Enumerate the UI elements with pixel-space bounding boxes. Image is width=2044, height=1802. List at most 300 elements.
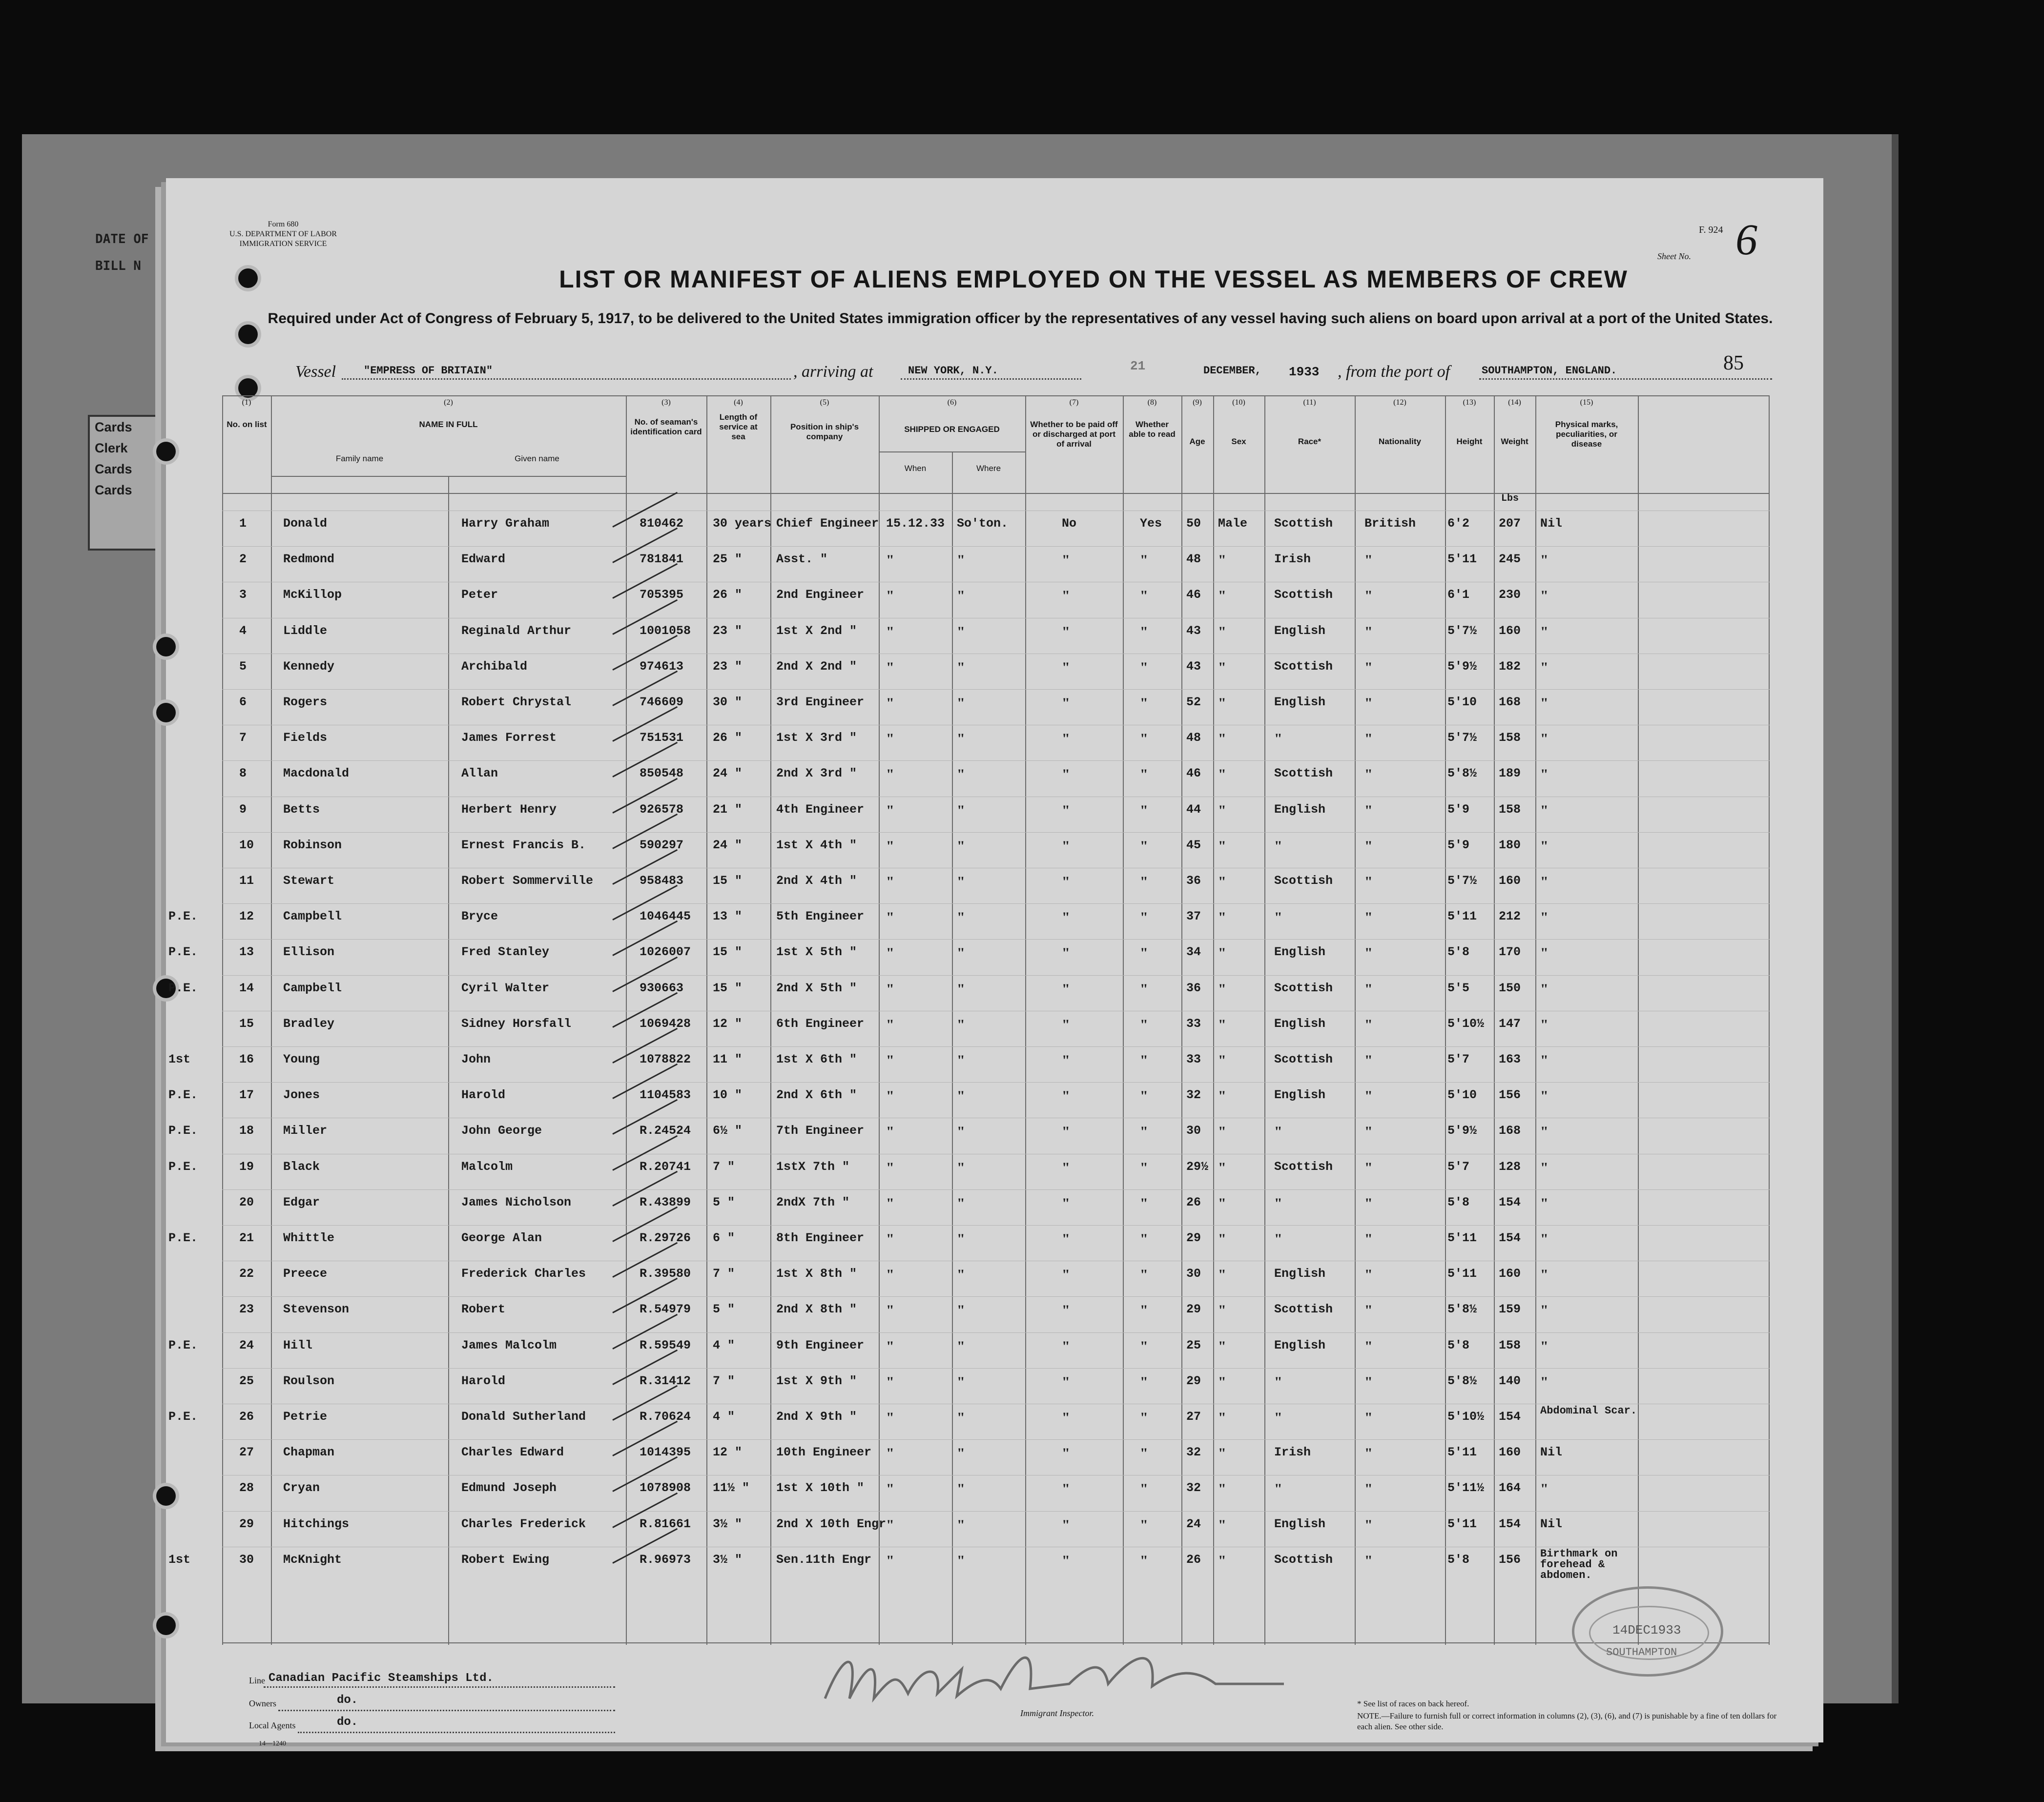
age: 32 xyxy=(1186,1088,1201,1103)
given-name: Reginald Arthur xyxy=(461,623,572,638)
shipped-when: " xyxy=(886,1124,894,1140)
row-number: 29 xyxy=(239,1516,254,1531)
given-name: Malcolm xyxy=(461,1159,513,1174)
race: Scottish xyxy=(1274,1552,1333,1567)
row-note: P.E. xyxy=(168,909,198,924)
position: 2nd X 4th " xyxy=(776,874,857,888)
id-card-number: R.70624 xyxy=(640,1410,691,1424)
row-number: 28 xyxy=(239,1481,254,1495)
shipped-when: " xyxy=(886,1231,894,1247)
paid-off: " xyxy=(1062,945,1070,962)
physical-marks: " xyxy=(1540,588,1548,604)
header-shipped-engaged: SHIPPED OR ENGAGED xyxy=(904,425,1000,434)
row-number: 10 xyxy=(239,838,254,852)
race: " xyxy=(1274,909,1282,926)
nationality: " xyxy=(1364,1373,1373,1390)
shipped-when: " xyxy=(886,552,894,569)
punch-hole xyxy=(156,1616,176,1635)
age: 33 xyxy=(1186,1016,1201,1031)
family-name: Ellison xyxy=(283,945,335,960)
length-of-service: 24 " xyxy=(713,766,743,781)
id-card-number: 810462 xyxy=(640,516,684,531)
shipped-where: " xyxy=(957,909,965,926)
punch-hole xyxy=(156,637,176,656)
header-id-card: No. of seaman's identification card xyxy=(630,417,702,436)
row-note: P.E. xyxy=(168,1124,198,1138)
nationality: " xyxy=(1364,1267,1373,1283)
id-card-number: R.96973 xyxy=(640,1552,691,1567)
race-note: * See list of races on back hereof. xyxy=(1357,1699,1469,1708)
paid-off: " xyxy=(1062,1481,1070,1497)
age: 29 xyxy=(1186,1231,1201,1245)
sex: " xyxy=(1218,1159,1226,1176)
row-number: 5 xyxy=(239,659,247,674)
shipped-when: " xyxy=(886,588,894,604)
arrival-day: 21 xyxy=(1130,359,1146,373)
column-number: (14) xyxy=(1508,398,1521,407)
vessel-dotline xyxy=(342,378,791,380)
stamp-date: 14DEC1933 xyxy=(1612,1623,1681,1638)
shipped-when: " xyxy=(886,1410,894,1426)
family-name: Hitchings xyxy=(283,1516,350,1531)
height: 5'9 xyxy=(1447,802,1470,817)
given-name: Robert Sommerville xyxy=(461,874,594,888)
nationality: " xyxy=(1364,1052,1373,1068)
sex: " xyxy=(1218,695,1226,711)
line-company: Canadian Pacific Steamships Ltd. xyxy=(268,1672,494,1685)
paid-off: " xyxy=(1062,838,1070,854)
length-of-service: 5 " xyxy=(713,1195,735,1209)
length-of-service: 6 " xyxy=(713,1231,735,1245)
physical-marks: " xyxy=(1540,838,1548,854)
age: 43 xyxy=(1186,623,1201,638)
length-of-service: 3½ " xyxy=(713,1516,743,1531)
from-port-label: , from the port of xyxy=(1338,363,1450,381)
nationality: " xyxy=(1364,1231,1373,1247)
shipped-when: " xyxy=(886,802,894,819)
id-card-number: 590297 xyxy=(640,838,684,852)
shipped-when: " xyxy=(886,1052,894,1068)
paid-off: " xyxy=(1062,659,1070,676)
shipped-where: " xyxy=(957,1373,965,1390)
able-to-read: " xyxy=(1140,1159,1148,1176)
position: 8th Engineer xyxy=(776,1231,865,1245)
age: 43 xyxy=(1186,659,1201,674)
weight: 207 xyxy=(1499,516,1521,531)
physical-marks: " xyxy=(1540,1124,1548,1140)
length-of-service: 26 " xyxy=(713,588,743,602)
given-name: Robert Ewing xyxy=(461,1552,550,1567)
family-name: Redmond xyxy=(283,552,335,567)
length-of-service: 5 " xyxy=(713,1302,735,1317)
binding-tab xyxy=(88,415,165,551)
shipped-where: " xyxy=(957,1445,965,1462)
document-title: LIST OR MANIFEST OF ALIENS EMPLOYED ON THE VESSEL AS MEMBERS OF CREW xyxy=(559,266,1628,293)
id-card-number: 850548 xyxy=(640,766,684,781)
column-number: (6) xyxy=(947,398,957,407)
weight: 170 xyxy=(1499,945,1521,960)
sex: " xyxy=(1218,981,1226,997)
age: 46 xyxy=(1186,766,1201,781)
row-number: 1 xyxy=(239,516,247,531)
paid-off: " xyxy=(1062,1231,1070,1247)
punch-hole xyxy=(156,1486,176,1506)
shipped-when: " xyxy=(886,945,894,962)
row-note: 1st xyxy=(168,1052,191,1066)
paid-off: " xyxy=(1062,1302,1070,1319)
height: 5'8½ xyxy=(1447,1373,1477,1388)
header-height: Height xyxy=(1456,437,1483,446)
shipped-where: " xyxy=(957,1088,965,1105)
id-card-number: 1014395 xyxy=(640,1445,691,1460)
service-name: IMMIGRATION SERVICE xyxy=(239,240,327,248)
vessel-name: "EMPRESS OF BRITAIN" xyxy=(364,365,493,377)
age: 46 xyxy=(1186,588,1201,602)
able-to-read: " xyxy=(1140,909,1148,926)
family-name: Bradley xyxy=(283,1016,335,1031)
physical-marks: " xyxy=(1540,874,1548,890)
weight: 154 xyxy=(1499,1516,1521,1531)
age: 30 xyxy=(1186,1124,1201,1138)
form-number: Form 680 xyxy=(268,220,299,228)
given-name: Ernest Francis B. xyxy=(461,838,586,852)
vessel-label: Vessel xyxy=(295,363,336,381)
physical-marks: " xyxy=(1540,1159,1548,1176)
race: " xyxy=(1274,1195,1282,1211)
stamp-place: SOUTHAMPTON xyxy=(1606,1646,1677,1659)
shipped-where: " xyxy=(957,981,965,997)
nationality: " xyxy=(1364,838,1373,854)
length-of-service: 12 " xyxy=(713,1016,743,1031)
row-note: P.E. xyxy=(168,1088,198,1103)
shipped-when: " xyxy=(886,838,894,854)
paid-off: " xyxy=(1062,909,1070,926)
position: 2nd X 10th Engr xyxy=(776,1516,887,1531)
position: 9th Engineer xyxy=(776,1338,865,1352)
row-number: 12 xyxy=(239,909,254,924)
physical-marks: " xyxy=(1540,1231,1548,1247)
able-to-read: " xyxy=(1140,766,1148,783)
age: 36 xyxy=(1186,874,1201,888)
header-nationality: Nationality xyxy=(1379,437,1421,446)
shipped-where: " xyxy=(957,659,965,676)
paid-off: " xyxy=(1062,1445,1070,1462)
family-name: McKnight xyxy=(283,1552,342,1567)
able-to-read: " xyxy=(1140,981,1148,997)
height: 5'11 xyxy=(1447,1231,1477,1245)
row-note: P.E. xyxy=(168,1159,198,1174)
penalty-note: NOTE.—Failure to furnish full or correct information in columns (2), (3), (6), and (7) is punishable by a fine of ten dollars for each alien. See other side. xyxy=(1357,1711,1777,1731)
height: 5'8½ xyxy=(1447,766,1477,781)
race: Scottish xyxy=(1274,981,1333,995)
header-family-name: Family name xyxy=(335,454,384,463)
sex: " xyxy=(1218,731,1226,747)
nationality: " xyxy=(1364,1088,1373,1105)
weight: 150 xyxy=(1499,981,1521,995)
header-when: When xyxy=(904,464,927,473)
header-able-to-read: Whether able to read xyxy=(1129,420,1176,439)
shipped-when: " xyxy=(886,623,894,640)
family-name: Edgar xyxy=(283,1195,320,1209)
able-to-read: " xyxy=(1140,588,1148,604)
date-stamp xyxy=(1572,1586,1723,1677)
race: Scottish xyxy=(1274,659,1333,674)
arrival-port: NEW YORK, N.Y. xyxy=(908,365,998,377)
paid-off: " xyxy=(1062,1088,1070,1105)
position: 10th Engineer xyxy=(776,1445,872,1460)
family-name: Campbell xyxy=(283,981,342,995)
race: English xyxy=(1274,1516,1326,1531)
weight: 128 xyxy=(1499,1159,1521,1174)
weight: 156 xyxy=(1499,1552,1521,1567)
height: 5'9½ xyxy=(1447,659,1477,674)
id-card-number: R.31412 xyxy=(640,1373,691,1388)
shipped-where: " xyxy=(957,731,965,747)
given-name: Robert Chrystal xyxy=(461,695,572,709)
given-name: Edward xyxy=(461,552,506,567)
weight: 158 xyxy=(1499,1338,1521,1352)
family-name: Liddle xyxy=(283,623,328,638)
able-to-read: " xyxy=(1140,802,1148,819)
able-to-read: " xyxy=(1140,945,1148,962)
able-to-read: " xyxy=(1140,1338,1148,1354)
able-to-read: " xyxy=(1140,659,1148,676)
height: 5'11 xyxy=(1447,1516,1477,1531)
row-note: 1st xyxy=(168,1552,191,1567)
shipped-when: " xyxy=(886,1267,894,1283)
able-to-read: " xyxy=(1140,1481,1148,1497)
height: 5'7 xyxy=(1447,1159,1470,1174)
header-length-of-service: Length of service at sea xyxy=(719,412,758,441)
given-name: Harold xyxy=(461,1373,506,1388)
header-where: Where xyxy=(976,464,1001,473)
nationality: " xyxy=(1364,1552,1373,1569)
sex: " xyxy=(1218,1231,1226,1247)
physical-marks: " xyxy=(1540,1016,1548,1033)
shipped-where: " xyxy=(957,1302,965,1319)
physical-marks: " xyxy=(1540,623,1548,640)
height: 5'11 xyxy=(1447,1267,1477,1281)
nationality: " xyxy=(1364,1016,1373,1033)
length-of-service: 23 " xyxy=(713,623,743,638)
document-subtitle: Required under Act of Congress of February 5, 1917, to be delivered to the United States immigration officer by the representatives of any vessel having such aliens on board upon arrival at a port of the United States. xyxy=(268,310,1773,327)
id-card-number: 974613 xyxy=(640,659,684,674)
shipped-where: So'ton. xyxy=(957,516,1009,531)
physical-marks: " xyxy=(1540,1052,1548,1068)
row-number: 19 xyxy=(239,1159,254,1174)
weight: 158 xyxy=(1499,802,1521,817)
physical-marks: " xyxy=(1540,552,1548,569)
row-number: 24 xyxy=(239,1338,254,1352)
able-to-read: " xyxy=(1140,874,1148,890)
column-number: (1) xyxy=(242,398,251,407)
physical-marks: " xyxy=(1540,731,1548,747)
row-number: 2 xyxy=(239,552,247,567)
physical-marks: Nil xyxy=(1540,1445,1563,1460)
physical-marks: " xyxy=(1540,945,1548,962)
height: 5'8 xyxy=(1447,1552,1470,1567)
row-note: P.E. xyxy=(168,945,198,960)
id-card-number: 1069428 xyxy=(640,1016,691,1031)
position: 1stX 7th " xyxy=(776,1159,850,1174)
age: 29 xyxy=(1186,1302,1201,1317)
able-to-read: " xyxy=(1140,1445,1148,1462)
row-number: 23 xyxy=(239,1302,254,1317)
height: 5'10½ xyxy=(1447,1410,1485,1424)
nationality: " xyxy=(1364,588,1373,604)
paid-off: " xyxy=(1062,1410,1070,1426)
length-of-service: 7 " xyxy=(713,1159,735,1174)
row-number: 11 xyxy=(239,874,254,888)
able-to-read: " xyxy=(1140,1195,1148,1211)
length-of-service: 6½ " xyxy=(713,1124,743,1138)
weight: 156 xyxy=(1499,1088,1521,1103)
length-of-service: 24 " xyxy=(713,838,743,852)
race: Scottish xyxy=(1274,874,1333,888)
nationality: " xyxy=(1364,1159,1373,1176)
position: Asst. " xyxy=(776,552,828,567)
nationality: " xyxy=(1364,552,1373,569)
family-name: Whittle xyxy=(283,1231,335,1245)
header-paid-off: Whether to be paid off or discharged at port of arrival xyxy=(1030,420,1118,449)
weight: 147 xyxy=(1499,1016,1521,1031)
physical-marks: " xyxy=(1540,909,1548,926)
given-name: Fred Stanley xyxy=(461,945,550,960)
column-number: (9) xyxy=(1193,398,1202,407)
given-name: Herbert Henry xyxy=(461,802,557,817)
age: 25 xyxy=(1186,1338,1201,1352)
shipped-where: " xyxy=(957,1016,965,1033)
sheet-label: Sheet No. xyxy=(1657,251,1691,261)
position: 2nd X 8th " xyxy=(776,1302,857,1317)
sex: " xyxy=(1218,1373,1226,1390)
arriving-label: , arriving at xyxy=(793,363,873,381)
height: 5'7½ xyxy=(1447,874,1477,888)
shipped-where: " xyxy=(957,1267,965,1283)
family-name: Chapman xyxy=(283,1445,335,1460)
race: Scottish xyxy=(1274,1052,1333,1066)
id-card-number: 1046445 xyxy=(640,909,691,924)
race: English xyxy=(1274,1338,1326,1352)
paid-off: " xyxy=(1062,1338,1070,1354)
column-number: (3) xyxy=(661,398,671,407)
race: Scottish xyxy=(1274,516,1333,531)
shipped-where: " xyxy=(957,1338,965,1354)
position: Chief Engineer xyxy=(776,516,879,531)
shipped-where: " xyxy=(957,945,965,962)
header-race: Race* xyxy=(1298,437,1321,446)
sex: " xyxy=(1218,1410,1226,1426)
able-to-read: Yes xyxy=(1140,516,1162,531)
sex: " xyxy=(1218,1195,1226,1211)
sex: " xyxy=(1218,1088,1226,1105)
age: 44 xyxy=(1186,802,1201,817)
shipped-when: " xyxy=(886,1445,894,1462)
height: 5'11 xyxy=(1447,1445,1477,1460)
age: 52 xyxy=(1186,695,1201,709)
given-name: John George xyxy=(461,1124,542,1138)
length-of-service: 15 " xyxy=(713,945,743,960)
race: Scottish xyxy=(1274,588,1333,602)
id-card-number: 746609 xyxy=(640,695,684,709)
position: 2nd X 9th " xyxy=(776,1410,857,1424)
binding-tab-label: Cards xyxy=(95,420,132,434)
owners-label: Owners xyxy=(249,1699,276,1708)
length-of-service: 23 " xyxy=(713,659,743,674)
family-name: Stevenson xyxy=(283,1302,350,1317)
shipped-when: " xyxy=(886,1552,894,1569)
row-note: P.E. xyxy=(168,981,198,995)
shipped-where: " xyxy=(957,1516,965,1533)
physical-marks: " xyxy=(1540,802,1548,819)
position: 7th Engineer xyxy=(776,1124,865,1138)
shipped-when: " xyxy=(886,981,894,997)
given-name: James Nicholson xyxy=(461,1195,572,1209)
shipped-when: 15.12.33 xyxy=(886,516,945,531)
physical-marks: " xyxy=(1540,1195,1548,1211)
paid-off: " xyxy=(1062,1516,1070,1533)
nationality: " xyxy=(1364,1302,1373,1319)
age: 33 xyxy=(1186,1052,1201,1066)
shipped-when: " xyxy=(886,1481,894,1497)
length-of-service: 21 " xyxy=(713,802,743,817)
age: 48 xyxy=(1186,731,1201,745)
nationality: " xyxy=(1364,1445,1373,1462)
row-number: 8 xyxy=(239,766,247,781)
race: " xyxy=(1274,1124,1282,1140)
family-name: Petrie xyxy=(283,1410,328,1424)
from-port-dotline xyxy=(1479,378,1772,380)
family-name: Rogers xyxy=(283,695,328,709)
age: 37 xyxy=(1186,909,1201,924)
id-card-number: R.81661 xyxy=(640,1516,691,1531)
nationality: " xyxy=(1364,945,1373,962)
id-card-number: 1104583 xyxy=(640,1088,691,1103)
row-number: 18 xyxy=(239,1124,254,1138)
given-name: Edmund Joseph xyxy=(461,1481,557,1495)
id-card-number: R.24524 xyxy=(640,1124,691,1138)
column-number: (12) xyxy=(1393,398,1406,407)
row-note: P.E. xyxy=(168,1410,198,1424)
length-of-service: 15 " xyxy=(713,874,743,888)
paid-off: " xyxy=(1062,1052,1070,1068)
physical-marks: Nil xyxy=(1540,1516,1563,1531)
given-name: George Alan xyxy=(461,1231,542,1245)
sex: " xyxy=(1218,659,1226,676)
given-name: James Forrest xyxy=(461,731,557,745)
sex: " xyxy=(1218,1481,1226,1497)
age: 29½ xyxy=(1186,1159,1209,1174)
backing-label-bill: BILL N xyxy=(95,259,141,273)
given-name: John xyxy=(461,1052,491,1066)
row-note: P.E. xyxy=(168,1231,198,1245)
family-name: Donald xyxy=(283,516,328,531)
header-age: Age xyxy=(1189,437,1205,446)
position: 1st X 2nd " xyxy=(776,623,857,638)
physical-marks: " xyxy=(1540,1302,1548,1319)
nationality: " xyxy=(1364,659,1373,676)
paid-off: " xyxy=(1062,695,1070,711)
family-name: Preece xyxy=(283,1267,328,1281)
agents-label: Local Agents xyxy=(249,1720,296,1730)
given-name: Charles Frederick xyxy=(461,1516,586,1531)
race: English xyxy=(1274,945,1326,960)
sex: " xyxy=(1218,1124,1226,1140)
race: " xyxy=(1274,1481,1282,1497)
position: 5th Engineer xyxy=(776,909,865,924)
weight: 154 xyxy=(1499,1195,1521,1209)
shipped-when: " xyxy=(886,909,894,926)
